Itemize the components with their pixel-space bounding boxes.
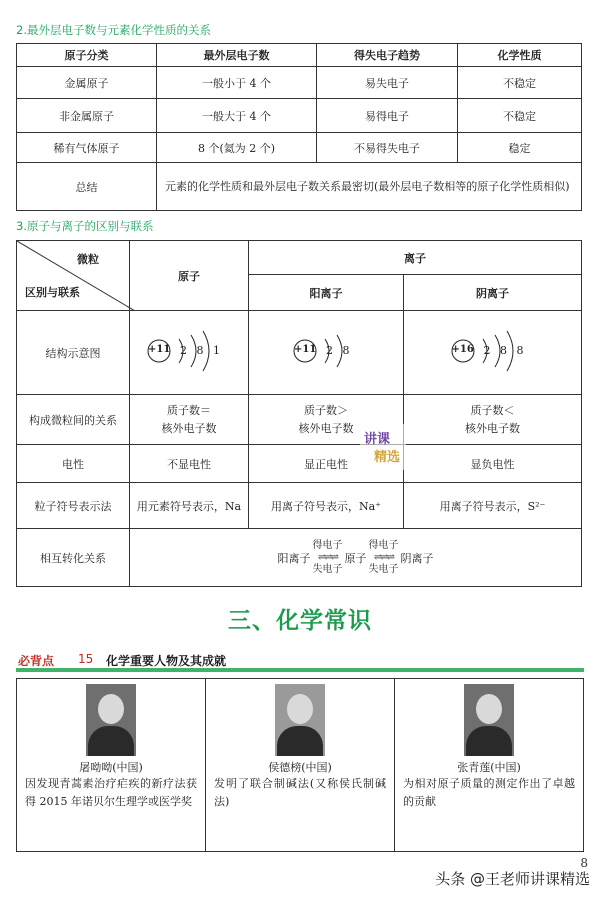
symbol-atom: 用元素符号表示，Na bbox=[130, 483, 249, 529]
cell: 一般大于 4 个 bbox=[157, 99, 317, 133]
person-card bbox=[206, 679, 395, 851]
person-desc: 发明了联合制碱法(又称侯氏制碱法) bbox=[214, 777, 386, 808]
conv-arrow-1: 得电子 ⇌⇌⇌ 失电子 bbox=[312, 539, 343, 575]
col-ion: 离子 bbox=[249, 241, 582, 275]
table-row bbox=[17, 483, 582, 529]
conv-anion: 阴离子 bbox=[400, 551, 434, 565]
charge-atom: 不显电性 bbox=[130, 445, 249, 483]
must-number: 15 bbox=[78, 652, 94, 666]
portrait-image bbox=[464, 684, 514, 756]
conversion-cell bbox=[130, 529, 582, 587]
table-row bbox=[17, 133, 582, 163]
portrait-image bbox=[275, 684, 325, 756]
col-atom: 原子 bbox=[130, 241, 249, 311]
row-label: 相互转化关系 bbox=[17, 529, 130, 587]
cell: 不易得失电子 bbox=[317, 133, 458, 163]
atom-ion-table bbox=[16, 240, 582, 587]
col-header: 原子分类 bbox=[17, 44, 157, 67]
atom-diagram: +11 2 8 1 bbox=[130, 311, 249, 395]
col-header: 化学性质 bbox=[458, 44, 582, 67]
cell: 稳定 bbox=[458, 133, 582, 163]
table-row bbox=[17, 311, 582, 395]
row-label: 结构示意图 bbox=[17, 311, 130, 395]
header-underline bbox=[16, 668, 584, 672]
summary-text: 元素的化学性质和最外层电子数关系最密切(最外层电子数相等的原子化学性质相似) bbox=[157, 163, 582, 211]
conv-atom: 原子 bbox=[344, 551, 367, 565]
table-row bbox=[17, 67, 582, 99]
col-header: 最外层电子数 bbox=[157, 44, 317, 67]
symbol-cation: 用离子符号表示，Na⁺ bbox=[249, 483, 404, 529]
section-3-title: 3.原子与离子的区别与联系 bbox=[16, 219, 154, 233]
corner-bottom: 区别与联系 bbox=[25, 286, 80, 299]
symbol-anion: 用离子符号表示，S²⁻ bbox=[404, 483, 582, 529]
anion-diagram: +16 2 8 8 bbox=[404, 311, 582, 395]
table-row bbox=[17, 445, 582, 483]
cell: 8 个(氦为 2 个) bbox=[157, 133, 317, 163]
col-cation: 阳离子 bbox=[249, 275, 404, 311]
person-name: 侯德榜(中国) bbox=[268, 761, 332, 774]
cell: 稀有气体原子 bbox=[17, 133, 157, 163]
relation-anion: 质子数＜ 核外电子数 bbox=[404, 395, 582, 445]
watermark-stamp: 讲课 精选 bbox=[358, 422, 408, 472]
summary-label: 总结 bbox=[17, 163, 157, 211]
relation-atom: 质子数＝ 核外电子数 bbox=[130, 395, 249, 445]
must-label: 必背点 bbox=[18, 654, 55, 668]
cell: 非金属原子 bbox=[17, 99, 157, 133]
person-card bbox=[395, 679, 583, 851]
watermark-text: 头条 @王老师讲课精选 bbox=[435, 870, 590, 888]
cell: 不稳定 bbox=[458, 99, 582, 133]
section-2-title: 2.最外层电子数与元素化学性质的关系 bbox=[16, 23, 211, 37]
table-row bbox=[17, 163, 582, 211]
col-header: 得失电子趋势 bbox=[317, 44, 458, 67]
table-row bbox=[17, 395, 582, 445]
charge-anion: 显负电性 bbox=[404, 445, 582, 483]
cation-diagram: +11 2 8 bbox=[249, 311, 404, 395]
must-title: 化学重要人物及其成就 bbox=[106, 654, 227, 668]
charge-cation: 显正电性 bbox=[249, 445, 404, 483]
person-name: 屠呦呦(中国) bbox=[79, 761, 143, 774]
conv-arrow-2: 得电子 ⇌⇌⇌ 失电子 bbox=[368, 539, 399, 575]
portrait-image bbox=[86, 684, 136, 756]
cell: 金属原子 bbox=[17, 67, 157, 99]
cell: 一般小于 4 个 bbox=[157, 67, 317, 99]
conv-cation: 阳离子 bbox=[277, 551, 311, 565]
relation-cation: 质子数＞ 核外电子数 bbox=[249, 395, 404, 445]
people-table bbox=[16, 678, 584, 852]
cell: 易得电子 bbox=[317, 99, 458, 133]
person-card bbox=[17, 679, 206, 851]
table-row bbox=[17, 99, 582, 133]
person-desc: 为相对原子质量的测定作出了卓越的贡献 bbox=[403, 777, 575, 808]
must-remember-header bbox=[16, 652, 584, 672]
person-name: 张青莲(中国) bbox=[457, 761, 521, 774]
person-desc: 因发现青蒿素治疗疟疾的新疗法获得 2015 年诺贝尔生理学或医学奖 bbox=[25, 777, 197, 808]
row-label: 粒子符号表示法 bbox=[17, 483, 130, 529]
chapter-heading: 三、化学常识 bbox=[228, 608, 372, 634]
electron-table bbox=[16, 43, 582, 211]
table-row bbox=[17, 529, 582, 587]
page-number: 8 bbox=[580, 856, 588, 870]
corner-cell bbox=[17, 241, 130, 311]
cell: 易失电子 bbox=[317, 67, 458, 99]
corner-diagonal bbox=[17, 241, 135, 311]
cell: 不稳定 bbox=[458, 67, 582, 99]
row-label: 构成微粒间的关系 bbox=[17, 395, 130, 445]
col-anion: 阴离子 bbox=[404, 275, 582, 311]
row-label: 电性 bbox=[17, 445, 130, 483]
corner-top: 微粒 bbox=[77, 253, 99, 266]
